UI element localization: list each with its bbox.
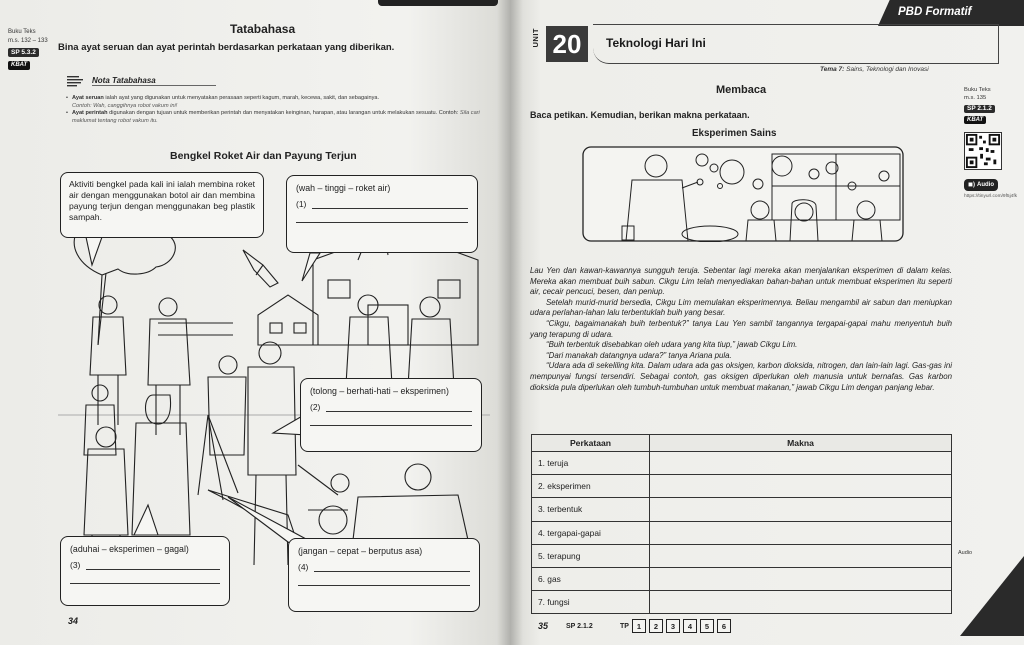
- bubble-prompt: (jangan – cepat – berputus asa): [298, 546, 423, 556]
- sp-badge: SP 5.3.2: [8, 48, 39, 57]
- classroom-illustration: [582, 146, 904, 242]
- unit-number: 20: [546, 26, 588, 62]
- speaker-icon: ◼): [968, 182, 975, 188]
- answer-line-1b[interactable]: [296, 209, 468, 223]
- table-row: [532, 475, 952, 498]
- textbook-pages: m.s. 135: [964, 95, 987, 101]
- answer-line-4b[interactable]: [298, 572, 470, 586]
- tp-level-3[interactable]: 3: [666, 619, 680, 633]
- answer-line-2b[interactable]: [310, 412, 472, 426]
- tp-level-1[interactable]: 1: [632, 619, 646, 633]
- left-side-reference: [8, 28, 48, 70]
- nota-list: [66, 95, 486, 125]
- tp-level-6[interactable]: 6: [717, 619, 731, 633]
- nota-item: • Ayat seruan ialah ayat yang digunakan untuk menyatakan perasaan seperti kagum, marah, kecewa, sakit, dan sebagainya. Contoh: Wah, canggihnya robot vakum ini!: [66, 95, 486, 110]
- instruction: Baca petikan. Kemudian, berikan makna perkataan.: [530, 110, 750, 120]
- passage-paragraph: “Buih terbentuk disebabkan oleh udara yang kita tiup,” jawab Cikgu Lim.: [546, 340, 798, 350]
- sp-badge: SP 2.1.2: [964, 105, 995, 113]
- sp-footer: SP 2.1.2: [566, 623, 593, 630]
- table-header-row: [532, 435, 952, 452]
- bubble-number: (4): [298, 562, 309, 572]
- answer-line-1[interactable]: [312, 199, 468, 209]
- tp-level-4[interactable]: 4: [683, 619, 697, 633]
- exercise-bubble-4: [288, 538, 480, 612]
- rocket-icon: [243, 250, 278, 287]
- table-row: [532, 567, 952, 590]
- header-perkataan: Perkataan: [532, 435, 650, 452]
- house-icon: [258, 295, 318, 345]
- meaning-cell[interactable]: [650, 591, 952, 614]
- tp-level-selector: [620, 619, 731, 633]
- table-row: [532, 521, 952, 544]
- unit-label: UNIT: [531, 28, 540, 48]
- audio-button[interactable]: [964, 179, 998, 191]
- bubble-number: (3): [70, 560, 81, 570]
- textbook-label: Buku Teks: [964, 87, 991, 93]
- passage-paragraph: “Cikgu, bagaimanakah buih terbentuk?” tanya Lau Yen sambil tangannya tergapai-gapai mahu menyentuh buih yang terapung di udara.: [530, 318, 952, 339]
- audio-label: Audio: [976, 182, 994, 188]
- section-title: Bengkel Roket Air dan Payung Terjun: [170, 150, 357, 162]
- header-makna: Makna: [650, 435, 952, 452]
- nota-title: Nota Tatabahasa: [92, 76, 216, 86]
- right-side-reference: [964, 86, 1016, 200]
- bubble-number: (2): [310, 402, 321, 412]
- nota-item: • Ayat perintah digunakan dengan tujuan untuk memberikan perintah dan menyatakan keinginan, harapan, atau larangan untuk melakukan sesuatu. Contoh: Sila cari maklumat tentang robot vakum itu.: [66, 110, 486, 125]
- notes-icon: [66, 75, 86, 87]
- left-page-number: 34: [68, 616, 79, 626]
- audio-url: https://tinyurl.com/9f5j4fk: [964, 194, 1018, 199]
- unit-title: Teknologi Hari Ini: [606, 36, 706, 50]
- right-page-number: 35: [538, 621, 549, 631]
- exercise-bubble-3: [60, 536, 230, 606]
- word-cell: 6. gas: [532, 567, 650, 590]
- word-cell: 4. tergapai-gapai: [532, 521, 650, 544]
- pbd-banner-text: PBD Formatif: [898, 6, 972, 18]
- theme-label: Tema 7: Sains, Teknologi dan Inovasi: [820, 66, 929, 73]
- exercise-bubble-1: [286, 175, 478, 253]
- meaning-cell[interactable]: [650, 452, 952, 475]
- passage-paragraph: “Udara ada di sekeliling kita. Dalam udara ada gas oksigen, karbon dioksida, nitrogen, dan lain-lain lagi. Gas-gas ini mempunyai fungsi tersendiri. Sebagai contoh, gas oksigen diperlukan oleh manusia untuk bernafas. Gas karbon dioksida pula diperlukan oleh tumbuh-tumbuhan untuk membuat makanan,” jawab Cikgu Lim dengan panjang lebar.: [530, 361, 952, 392]
- table-row: [532, 591, 952, 614]
- page-title: Tatabahasa: [230, 22, 296, 36]
- qr-code-icon[interactable]: [964, 132, 1002, 170]
- meaning-cell[interactable]: [650, 521, 952, 544]
- word-cell: 1. teruja: [532, 452, 650, 475]
- reading-passage: [530, 266, 952, 393]
- answer-line-3b[interactable]: [70, 570, 220, 584]
- tp-label: TP: [620, 622, 629, 630]
- tp-level-5[interactable]: 5: [700, 619, 714, 633]
- table-row: [532, 452, 952, 475]
- passage-paragraph: Setelah murid-murid bersedia, Cikgu Lim memulakan eksperimennya. Beliau mengambil air sabun dan meniupkan udara perlahan-lahan lalu terbentuklah buih yang besar.: [530, 297, 952, 318]
- word-cell: 3. terbentuk: [532, 498, 650, 521]
- kbat-badge: KBAT: [964, 116, 986, 124]
- vocabulary-table: [531, 434, 952, 614]
- section-heading: Membaca: [716, 84, 767, 96]
- table-row: [532, 544, 952, 567]
- bubble-prompt: (tolong – berhati-hati – eksperimen): [310, 386, 449, 396]
- answer-line-3[interactable]: [86, 560, 220, 570]
- passage-paragraph: “Dari manakah datangnya udara?” tanya Ariana pula.: [546, 350, 732, 360]
- tp-level-2[interactable]: 2: [649, 619, 663, 633]
- passage-title: Eksperimen Sains: [692, 128, 777, 139]
- kbat-badge: KBAT: [8, 61, 30, 70]
- meaning-cell[interactable]: [650, 498, 952, 521]
- answer-line-4[interactable]: [314, 562, 470, 572]
- bubble-number: (1): [296, 199, 307, 209]
- intro-speech-bubble: Aktiviti bengkel pada kali ini ialah membina roket air dengan menggunakan botol air dan membina payung terjun dengan menggunakan beg plastik sampah.: [60, 172, 264, 238]
- textbook-pages: m.s. 132 – 133: [8, 38, 48, 44]
- meaning-cell[interactable]: [650, 544, 952, 567]
- bubble-prompt: (wah – tinggi – roket air): [296, 183, 391, 193]
- word-cell: 2. eksperimen: [532, 475, 650, 498]
- meaning-cell[interactable]: [650, 475, 952, 498]
- word-cell: 5. terapung: [532, 544, 650, 567]
- nota-box: [66, 75, 486, 125]
- meaning-cell[interactable]: [650, 567, 952, 590]
- textbook-label: Buku Teks: [8, 29, 36, 35]
- top-tab: [378, 0, 498, 6]
- instruction: Bina ayat seruan dan ayat perintah berdasarkan perkataan yang diberikan.: [58, 42, 395, 53]
- table-row: [532, 498, 952, 521]
- exercise-bubble-2: [300, 378, 482, 452]
- answer-line-2[interactable]: [326, 402, 472, 412]
- passage-paragraph: Lau Yen dan kawan-kawannya sungguh teruja. Sebentar lagi mereka akan menjalankan eksperimen di dalam kelas. Mereka akan membuat buih sabun. Cikgu Lim telah menyediakan bahan-bahan untuk membuat eksperimen itu seperti air, cecair pencuci, besen, dan peniup.: [530, 266, 952, 297]
- word-cell: 7. fungsi: [532, 591, 650, 614]
- bubble-prompt: (aduhai – eksperimen – gagal): [70, 544, 189, 554]
- audio-footer: Audio: [958, 550, 973, 556]
